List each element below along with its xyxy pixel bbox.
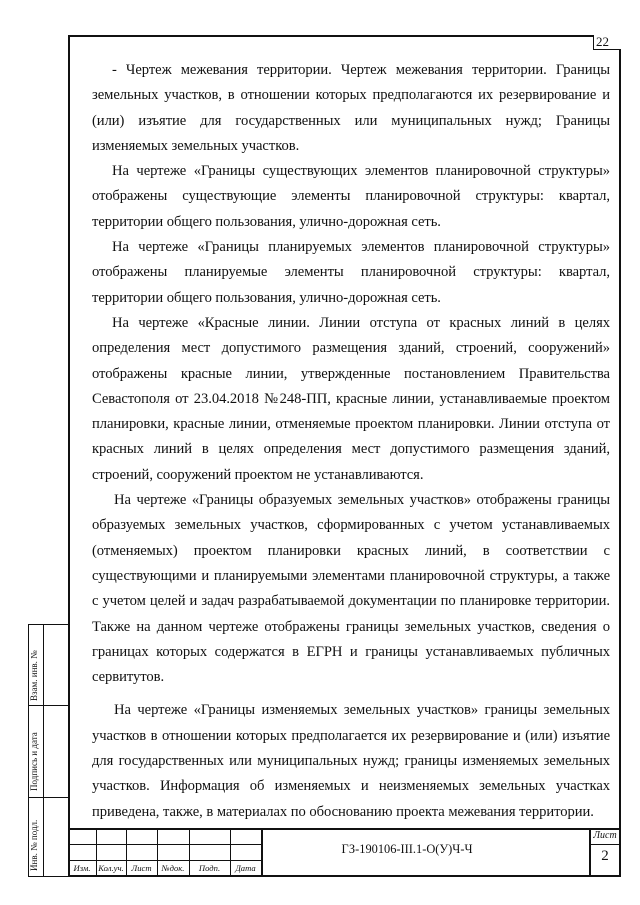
left-stamp (28, 624, 68, 877)
sheet-label: Лист (593, 830, 617, 841)
body-text (92, 58, 610, 825)
stamp-divider (29, 705, 68, 706)
page-number: 22 (593, 35, 621, 50)
stamp-label-inv: Инв. № подл. (29, 819, 39, 871)
sheet-number: 2 (601, 848, 609, 864)
stamp-label-podpis: Подпись и дата (29, 732, 39, 791)
stamp-divider (43, 625, 44, 876)
paragraph-5: На чертеже «Границы образуемых земельных участков» отображены границы образуемых земельных участков, сформированных с учетом устанавливаемых (отменяемых) проектом планировки красных линий, в соответствии с существующими и планируемыми элементами планировочной структуры, а также с учетом целей и задач разрабатываемой документации по планировке территории. Также на данном чертеже отображены границы земельных участков, сведения о границах которых содержатся в ЕГРН и границы устанавливаемых публичных сервитутов. (92, 492, 610, 686)
col-n-dok: №док. (161, 863, 185, 873)
col-kol-uch: Кол.уч. (98, 863, 124, 873)
title-block-border (68, 828, 621, 830)
col-list: Лист (131, 863, 152, 873)
document-code: ГЗ-190106-III.1-О(У)Ч-Ч (341, 842, 473, 856)
paragraph-4: На чертеже «Красные линии. Линии отступа от красных линий в целях определения мест допустимого размещения зданий, строений, сооружений» отображены красные линии, утвержденные постановлением Правительства Севастополя от 23.04.2018 №248-ПП, красные линии, устанавливаемые проектом планировки, красные линии, отменяемые проектом планировки. Линии отступа от красных линий в целях определения мест допустимого размещения зданий, строений, сооружений проектом не устанавливаются. (92, 314, 610, 483)
paragraph-6: На чертеже «Границы изменяемых земельных участков» границы земельных участков в отношении которых предполагается их резервирование и (или) изъятие для государственных или муниципальных нужд; границы изменяемых земельных участков. Информация об изменяемых и неизменяемых земельных участках приведена, также, в материалах по обоснованию проекта межевания территории. (92, 702, 610, 820)
paragraph-1: - Чертеж межевания территории. Чертеж межевания территории. Границы земельных участков, в отношении которых предполагаются их резервирование и (или) изъятие для государственных или муниципальных нужд; Границы изменяемых земельных участков. (92, 62, 610, 154)
paragraph-3: На чертеже «Границы планируемых элементов планировочной структуры» отображены планируемые элементы планировочной структуры: квартал, территории общего пользования, улично-дорожная сеть. (92, 239, 610, 306)
stamp-label-vzam: Взам. инв. № (29, 650, 39, 701)
col-izm: Изм. (73, 863, 91, 873)
paragraph-2: На чертеже «Границы существующих элементов планировочной структуры» отображены существующие элементы планировочной структуры: квартал, территории общего пользования, улично-дорожная сеть. (92, 163, 610, 230)
title-block-line (589, 844, 621, 845)
stamp-divider (29, 797, 68, 798)
col-podp: Подп. (198, 863, 221, 873)
col-data: Дата (235, 863, 256, 873)
